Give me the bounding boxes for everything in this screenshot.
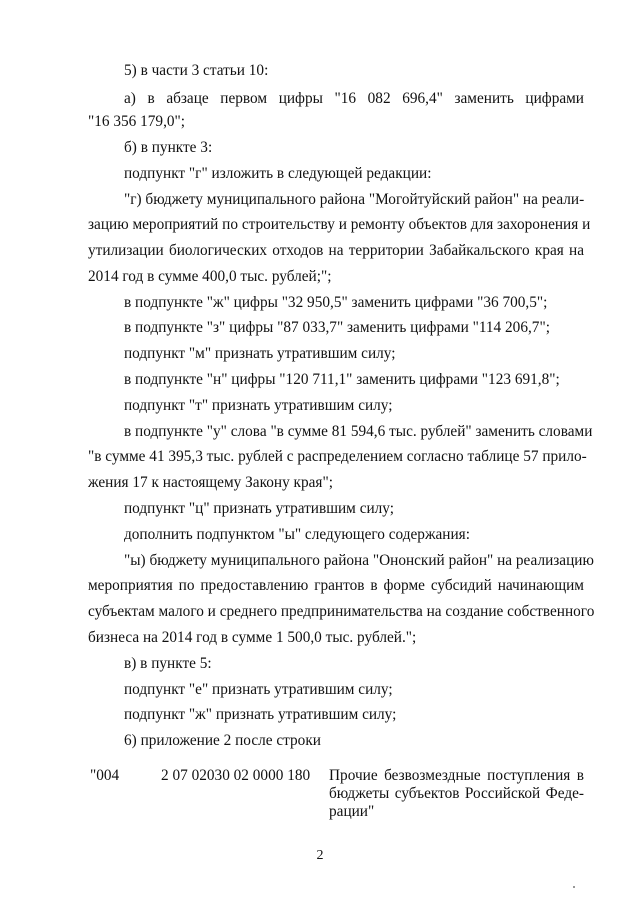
- paragraph-line: субъектам малого и среднего предпринимательства на создание собственного: [88, 603, 595, 620]
- paragraph-line: в подпункте "з" цифры "87 033,7" заменить цифрами "114 206,7";: [124, 319, 550, 336]
- paragraph-line: дополнить подпунктом "ы" следующего содержания:: [124, 526, 470, 543]
- paragraph-line: жения 17 к настоящему Закону края";: [88, 474, 333, 491]
- paragraph-line: в подпункте "н" цифры "120 711,1" заменить цифрами "123 691,8";: [124, 371, 560, 388]
- paragraph-line: б) в пункте 3:: [124, 139, 213, 156]
- page-number: 2: [316, 848, 324, 863]
- paragraph-line: зацию мероприятий по строительству и ремонту объектов для захоронения и: [88, 216, 591, 233]
- paragraph-line: в подпункте "ж" цифры "32 950,5" заменить цифрами "36 700,5";: [124, 294, 548, 311]
- paragraph-line: утилизации биологических отходов на территории Забайкальского края на: [88, 242, 584, 259]
- paragraph-line: бизнеса на 2014 год в сумме 1 500,0 тыс. рублей.";: [88, 629, 417, 646]
- paragraph-line: подпункт "г" изложить в следующей редакции:: [124, 165, 432, 182]
- table-cell-name-line: Прочие безвозмездные поступления в: [329, 767, 584, 784]
- paragraph-line: "ы) бюджету муниципального района "Ононский район" на реализацию: [124, 552, 594, 569]
- paragraph-line: "16 356 179,0";: [88, 113, 186, 130]
- table-cell-name-line: бюджеты субъектов Российской Феде-: [329, 785, 584, 802]
- paragraph-line: 5) в части 3 статьи 10:: [124, 62, 269, 79]
- paragraph-line: подпункт "ж" признать утратившим силу;: [124, 706, 397, 723]
- paragraph-line: 6) приложение 2 после строки: [124, 732, 321, 749]
- table-cell-code: "004: [90, 767, 120, 784]
- table-cell-kbk: 2 07 02030 02 0000 180: [161, 767, 311, 784]
- scan-speck: [573, 886, 575, 888]
- paragraph-line: в подпункте "у" слова "в сумме 81 594,6 тыс. рублей" заменить словами: [124, 423, 593, 440]
- paragraph-line: подпункт "т" признать утратившим силу;: [124, 397, 393, 414]
- paragraph-line: подпункт "е" признать утратившим силу;: [124, 681, 393, 698]
- paragraph-line: "г) бюджету муниципального района "Могойтуйский район" на реали-: [124, 191, 585, 208]
- paragraph-line: подпункт "ц" признать утратившим силу;: [124, 500, 394, 517]
- paragraph-line: в) в пункте 5:: [124, 655, 212, 672]
- paragraph-line: мероприятия по предоставлению грантов в форме субсидий начинающим: [88, 577, 584, 594]
- paragraph-line: "в сумме 41 395,3 тыс. рублей с распределением согласно таблице 57 прило-: [88, 448, 587, 465]
- paragraph-line: подпункт "м" признать утратившим силу;: [124, 345, 396, 362]
- paragraph-line: 2014 год в сумме 400,0 тыс. рублей;";: [88, 268, 332, 285]
- paragraph-line: а) в абзаце первом цифры "16 082 696,4" заменить цифрами: [124, 90, 584, 107]
- table-cell-name-line: рации": [329, 803, 375, 820]
